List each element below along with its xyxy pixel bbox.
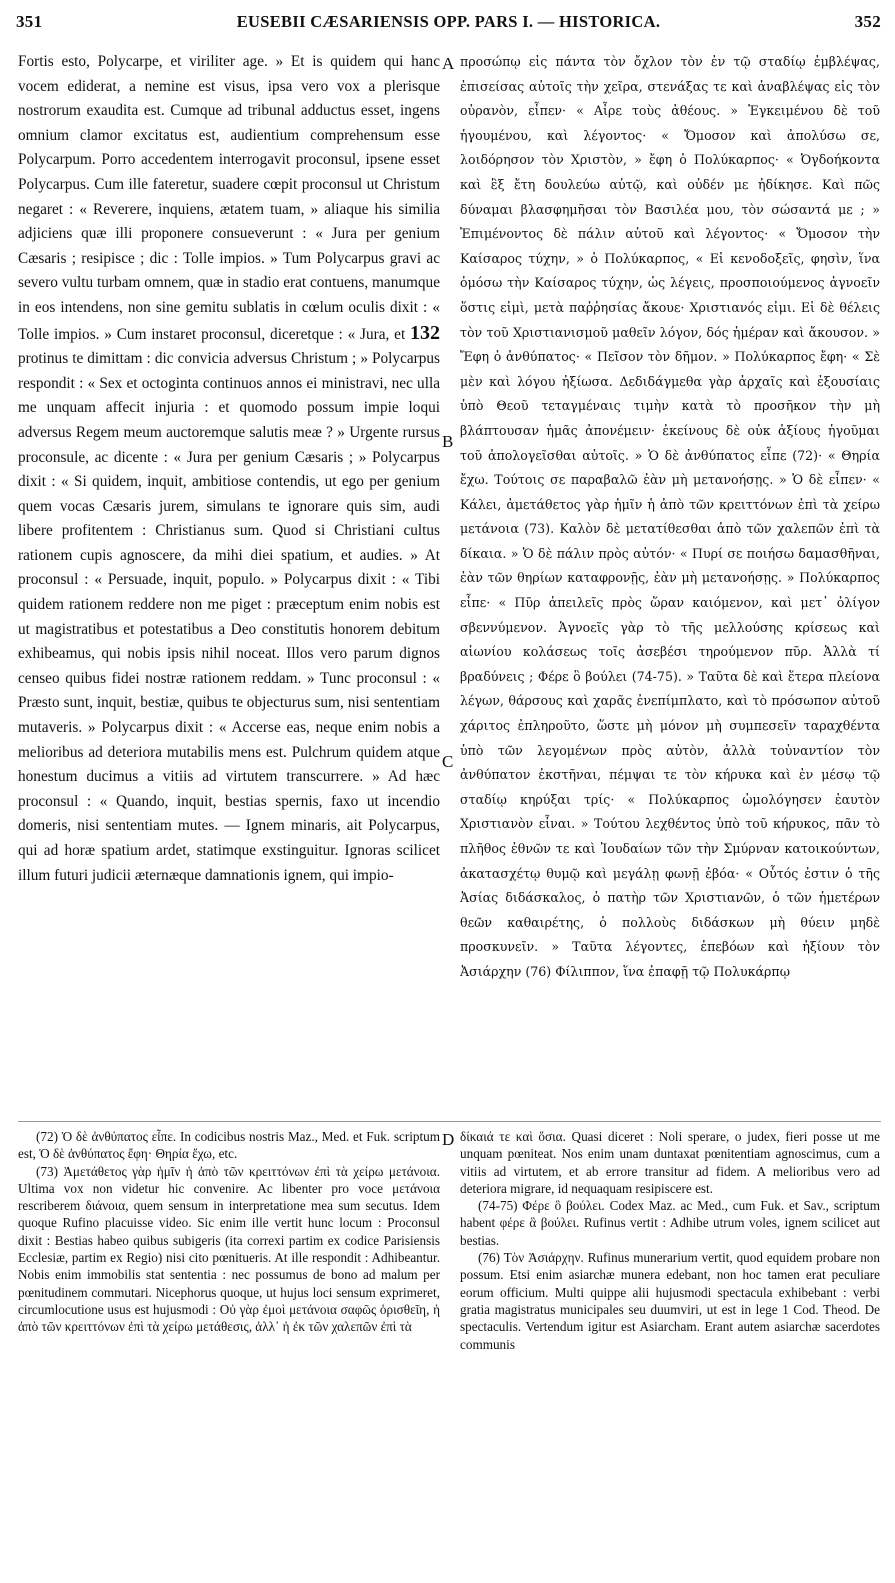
greek-column (460, 50, 880, 1120)
margin-marker-a: A (442, 54, 455, 73)
margin-marker-b: B (442, 432, 454, 451)
footnote-73-continuation: δίκαιά τε καὶ ὅσια. Quasi diceret : Noli sperare, o judex, fieri posse ut me unquam pœniteat. Nos enim unam duntaxat pœnitentiam agnoscimus, cum a vitiis ad virtutem, et ab errore transitur ad fidem. A melioribus vero ad deteriora migrare, id nequaquam resipiscere est. (460, 1129, 880, 1196)
page-marker: 132 (410, 321, 440, 344)
left-page-number: 351 (16, 12, 43, 31)
right-page-number: 352 (854, 12, 881, 31)
footnote-72: (72) Ὁ δὲ ἀνθύπατος εἶπε. In codicibus nostris Maz., Med. et Fuk. scriptum est, Ὁ δὲ ἀνθύπατος ἔφη· Θηρία ἔχω, etc. (18, 1129, 440, 1162)
margin-marker-d: D (442, 1130, 455, 1149)
footnote-74-75: (74-75) Φέρε ὃ βούλει. Codex Maz. ac Med., cum Fuk. et Sav., scriptum habent φέρε ἃ βούλει. Rufinus vertit : Adhibe utrum voles, ignem scilicet aut bestias. (460, 1198, 880, 1248)
margin-marker-c: C (442, 752, 454, 771)
footnotes-right (460, 1128, 880, 1568)
latin-text-part2: protinus te dimittam : dic convicia adversus Christum ; » Polycarpus respondit : « Sex et octoginta continuos annos ei ministravi, nec ulla me unquam affecit injuria : et quomodo possum impie loqui adversus Regem meum auctoremque salutis meæ ? » Urgente rursus proconsule, ac dicente : « Jura per genium Cæsaris ; » Polycarpus dixit : « Si quidem, inquit, ambitiose contendis, ut ego per genium quem vocas Cæsaris jurem, simulans te ignorare quis sim, audi libere profitentem : Christianus sum. Quod si Christiani cultus rationem cupis agnoscere, da mihi diei spatium, et audies. » At proconsul : « Persuade, inquit, populo. » Polycarpus dixit : « Tibi quidem rationem reddere non me piget : præceptum enim nobis est ut magistratibus et potestatibus a Deo constitutis honorem debitum exhibeamus, qui nobis ipsis nihil noceat. Illos vero parum dignos censeo quibus fidei nostræ rationem reddam. » Tunc proconsul : « Præsto sunt, inquit, bestiæ, quibus te objecturus sum, nisi sententiam mutaveris. » Polycarpus dixit : « Accerse eas, neque enim nobis a melioribus ad deteriora mutabilis mens est. Pulchrum quidem atque honestum ducimus a vitiis ad virtutem transcurrere. » Ad hæc proconsul : « Quando, inquit, bestias spernis, faxo ut incendio domeris, nisi sententiam mutes. — Ignem minaris, ait Polycarpus, qui ad horæ spatium ardet, statimque exstinguitur. Ignoras scilicet illum futuri judicii æternæque damnationis ignem, qui impio- (18, 350, 440, 884)
running-title: EUSEBII CÆSARIENSIS OPP. PARS I. — HISTORICA. (236, 12, 661, 31)
running-header (16, 12, 881, 40)
footnotes-left (18, 1128, 440, 1568)
latin-column (18, 50, 440, 1120)
footnote-divider (18, 1121, 881, 1122)
footnote-73: (73) Ἀμετάθετος γὰρ ἡμῖν ἡ ἀπὸ τῶν κρειττόνων ἐπὶ τὰ χείρω μετάνοια. Ultima vox non videtur hic convenire. Ac libenter pro voce μετάνοια rescriberem διάνοια, quem sensum in interpretatione mea sum secutus. Idem quoque Rufino placuisse video. Sic enim ille vertit hunc locum : Proconsul dixit : Bestias habeo quibus subigeris (ita correxi partim ex codice Parisiensis Ecclesiæ, partim ex Regio) nisi cito pœnitueris. At ille respondit : Adhibeantur. Nobis enim immobilis stat sententia : nec possumus de bono ad malum per pœnitudinem commutari. Nicephorus quoque, ut hujus loci sensum exprimeret, circumlocutione usus est hujusmodi : Οὐ γὰρ ἐμοὶ μετάνοια σαφῶς ὁρισθεῖη, ἡ ἀπὸ τῶν κρειττόνων ἐπὶ τὰ χείρω μετάθεσις, ἀλλ᾽ ἡ ἐκ τῶν χαλεπῶν ἐπὶ τὰ (18, 1163, 440, 1335)
latin-text-part1: Fortis esto, Polycarpe, et viriliter age. » Et is quidem qui hanc vocem ediderat, a nemine est visus, ipsa vero vox a plerisque nostrorum exaudita est. Cumque ad tribunal adductus esset, ingens omnium clamor excitatus est, audientium comprehensum esse Polycarpum. Porro accedentem interrogavit proconsul, ipsene esset Polycarpus. Cum ille fateretur, suadere cœpit proconsul ut Christum negaret : « Reverere, inquiens, ætatem tuam, » aliaque his similia adjiciens quæ illi proponere consueverunt : « Jura per genium Cæsaris ; resipisce ; dic : Tolle impios. » Tum Polycarpus gravi ac severo vultu turbam omnem, quæ in stadio erat contuens, manumque in eos intendens, non sine gemitu sublatis in cœlum oculis dixit : « Tolle impios. » Cum instaret proconsul, diceretque : « Jura, et (18, 53, 440, 343)
greek-text: προσώπῳ εἰς πάντα τὸν ὄχλον τὸν ἐν τῷ σταδίῳ ἐμβλέψας, ἐπισείσας αὐτοῖς τὴν χεῖρα, στενάξας τε καὶ ἀναβλέψας εἰς τὸν οὐρανὸν, εἶπεν· « Αἶρε τοὺς ἀθέους. » Ἐγκειμένου δὲ τοῦ ἡγουμένου, καὶ λέγοντος· « Ὄμοσον καὶ ἀπολύσω σε, λοιδόρησον τὸν Χριστὸν, » ἔφη ὁ Πολύκαρπος· « Ὀγδοήκοντα καὶ ἓξ ἔτη δουλεύω αὐτῷ, καὶ οὐδέν με ἠδίκησε. Καὶ πῶς δύναμαι βλασφημῆσαι τὸν Βασιλέα μου, τὸν σώσαντά με ; » Ἐπιμένοντος δὲ πάλιν αὐτοῦ καὶ λέγοντος· « Ὄμοσον τὴν Καίσαρος τύχην, » ὁ Πολύκαρπος, « Εἰ κενοδοξεῖς, φησὶν, ἵνα ὀμόσω τὴν Καίσαρος τύχην, ὡς λέγεις, προσποιούμενος ἀγνοεῖν ὅστις εἰμὶ, μετὰ παῤῥησίας ἄκουε· Χριστιανός εἰμι. Εἰ δὲ θέλεις τὸν τοῦ Χριστιανισμοῦ μαθεῖν λόγον, δός ἡμέραν καὶ ἄκουσον. » Ἔφη ὁ ἀνθύπατος· « Πεῖσον τὸν δῆμον. » Πολύκαρπος ἔφη· « Σὲ μὲν καὶ λόγου ἠξίωσα. Δεδιδάγμεθα γὰρ ἀρχαῖς καὶ ἐξουσίαις ὑπὸ Θεοῦ τεταγμέναις τιμὴν κατὰ τὸ προσῆκον τὴν μὴ βλάπτουσαν ἡμᾶς ἀπονέμειν· ἐκείνους δὲ οὐκ ἀξίους ἡγοῦμαι τοῦ ἀπολογεῖσθαι αὐτοῖς. » Ὁ δὲ ἀνθύπατος εἶπε (72)· « Θηρία ἔχω. Τούτοις σε παραβαλῶ ἐὰν μὴ μετανοήσῃς. » Ὁ δὲ εἶπεν· « Κάλει, ἀμετάθετος γὰρ ἡμῖν ἡ ἀπὸ τῶν κρειττόνων ἐπὶ τὰ χείρω μετάνοια (73). Καλὸν δὲ μετατίθεσθαι ἀπὸ τῶν χαλεπῶν ἐπὶ τὰ δίκαια. » Ὁ δὲ πάλιν πρὸς αὐτόν· « Πυρί σε ποιήσω δαμασθῆναι, ἐὰν τῶν θηρίων καταφρονῇς, ἐὰν μὴ μετανοήσῃς. » Πολύκαρπος εἶπε· « Πῦρ ἀπειλεῖς πρὸς ὥραν καιόμενον, καὶ μετ᾽ ὀλίγον σβεννύμενον. Ἀγνοεῖς γὰρ τὸ τῆς μελλούσης κρίσεως καὶ αἰωνίου κολάσεως τοῖς ἀσεβέσι τηρούμενον πῦρ. Ἀλλὰ τί βραδύνεις ; Φέρε ὃ βούλει (74-75). » Ταῦτα δὲ καὶ ἕτερα πλείονα λέγων, θάρσους καὶ χαρᾶς ἐνεπίμπλατο, καὶ τὸ πρόσωπον αὐτοῦ χάριτος ἐπληροῦτο, ὥστε μὴ μόνον μὴ συμπεσεῖν ταραχθέντα ὑπὸ τῶν λεγομένων πρὸς αὐτὸν, ἀλλὰ τοὐναντίον τὸν ἀνθύπατον ἐκστῆναι, πέμψαι τε τὸν κήρυκα καὶ ἐν μέσῳ τῷ σταδίῳ κηρύξαι τρίς· « Πολύκαρπος ὡμολόγησεν ἑαυτὸν Χριστιανὸν εἶναι. » Τούτου λεχθέντος ὑπὸ τοῦ κήρυκος, πᾶν τὸ πλῆθος ἐθνῶν τε καὶ Ἰουδαίων τῶν τὴν Σμύρναν κατοικούντων, ἀκατασχέτῳ θυμῷ καὶ μεγάλῃ φωνῇ ἐβόα· « Οὗτός ἐστιν ὁ τῆς Ἀσίας διδάσκαλος, ὁ πατὴρ τῶν Χριστιανῶν, ὁ τῶν ἡμετέρων θεῶν καθαιρέτης, ὁ πολλοὺς διδάσκων μὴ θύειν μηδὲ προσκυνεῖν. » Ταῦτα λέγοντες, ἐπεβόων καὶ ἠξίουν τὸν Ἀσιάρχην (76) Φίλιππον, ἵνα ἐπαφῇ τῷ Πολυκάρπῳ (460, 54, 880, 979)
footnote-76: (76) Τὸν Ἀσιάρχην. Rufinus munerarium vertit, quod equidem probare non possum. Etsi enim asiarchæ munera edebant, non hoc tamen erat peculiare eorum officium. Multi quippe alii hujusmodi spectacula exhibebant : verbi gratia magistratus municipales seu duumviri, ut est in lege 1 Cod. Theod. De spectaculis. Vertendum igitur est Asiarcham. Erant autem asiarchæ sacerdotes communis (460, 1250, 880, 1352)
